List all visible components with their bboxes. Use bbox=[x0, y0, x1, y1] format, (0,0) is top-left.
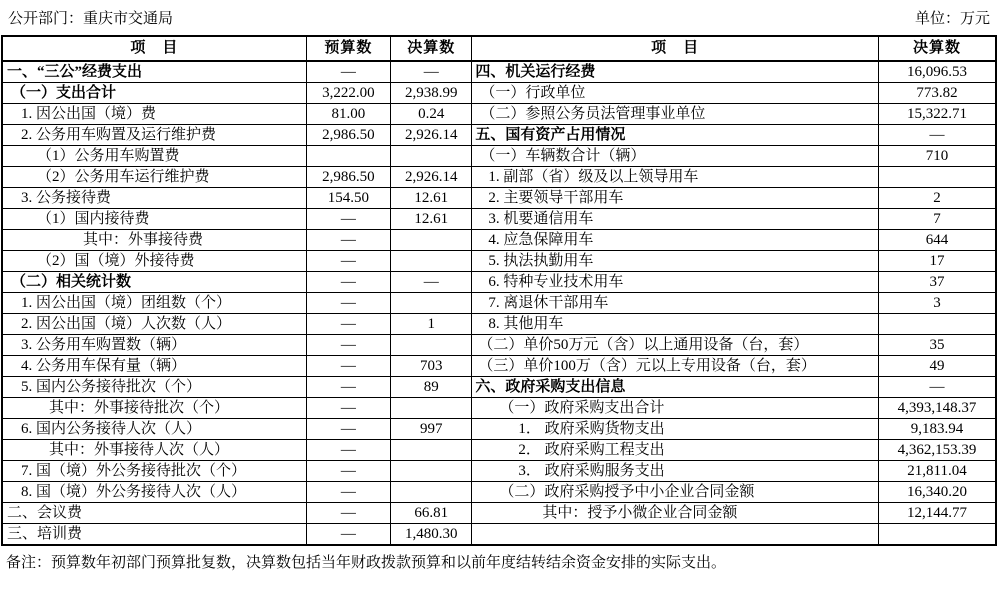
right-item-label: （二）参照公务员法管理事业单位 bbox=[472, 104, 879, 125]
left-item-label: 5. 国内公务接待批次（个） bbox=[2, 377, 306, 398]
right-final-value bbox=[878, 167, 996, 188]
left-final-value bbox=[391, 230, 472, 251]
left-budget-value: — bbox=[306, 482, 390, 503]
right-item-label: 其中：授予小微企业合同金额 bbox=[472, 503, 879, 524]
table-row bbox=[2, 440, 996, 461]
left-budget-value: 2,986.50 bbox=[306, 167, 390, 188]
right-final-value: 3 bbox=[878, 293, 996, 314]
left-budget-value: 2,986.50 bbox=[306, 125, 390, 146]
left-item-label: 2. 公务用车购置及运行维护费 bbox=[2, 125, 306, 146]
right-item-label: 四、机关运行经费 bbox=[472, 61, 879, 83]
left-final-value: 0.24 bbox=[391, 104, 472, 125]
table-row bbox=[2, 503, 996, 524]
right-final-value bbox=[878, 524, 996, 546]
left-item-label: 4. 公务用车保有量（辆） bbox=[2, 356, 306, 377]
right-item-label: （二）政府采购授予中小企业合同金额 bbox=[472, 482, 879, 503]
left-final-value: 66.81 bbox=[391, 503, 472, 524]
left-final-value: 2,926.14 bbox=[391, 167, 472, 188]
right-final-value: 35 bbox=[878, 335, 996, 356]
right-item-label: 3. 机要通信用车 bbox=[472, 209, 879, 230]
left-final-value: 703 bbox=[391, 356, 472, 377]
table-row bbox=[2, 146, 996, 167]
right-final-value: 710 bbox=[878, 146, 996, 167]
table-row bbox=[2, 83, 996, 104]
left-item-label: 1. 因公出国（境）团组数（个） bbox=[2, 293, 306, 314]
left-budget-value: — bbox=[306, 524, 390, 546]
right-item-label: 6. 特种专业技术用车 bbox=[472, 272, 879, 293]
right-final-value: 773.82 bbox=[878, 83, 996, 104]
right-final-value: — bbox=[878, 125, 996, 146]
right-item-label: （一）车辆数合计（辆） bbox=[472, 146, 879, 167]
table-row bbox=[2, 377, 996, 398]
header-final-left: 决算数 bbox=[391, 36, 472, 61]
footnote: 备注：预算数年初部门预算批复数，决算数包括当年财政拨款预算和以前年度结转结余资金安排的实际支出。 bbox=[6, 555, 727, 571]
table-row bbox=[2, 209, 996, 230]
left-final-value: 1 bbox=[391, 314, 472, 335]
header-budget: 预算数 bbox=[306, 36, 390, 61]
department-label: 公开部门：重庆市交通局 bbox=[8, 11, 174, 27]
table-row bbox=[2, 251, 996, 272]
left-budget-value: — bbox=[306, 251, 390, 272]
header-item-right: 项 目 bbox=[472, 36, 879, 61]
left-final-value: 2,938.99 bbox=[391, 83, 472, 104]
left-item-label: 6. 国内公务接待人次（人） bbox=[2, 419, 306, 440]
right-item-label: （一）行政单位 bbox=[472, 83, 879, 104]
left-final-value bbox=[391, 251, 472, 272]
left-budget-value: — bbox=[306, 335, 390, 356]
table-row bbox=[2, 356, 996, 377]
left-item-label: 其中：外事接待人次（人） bbox=[2, 440, 306, 461]
left-item-label: （1）国内接待费 bbox=[2, 209, 306, 230]
left-final-value: 1,480.30 bbox=[391, 524, 472, 546]
left-budget-value: — bbox=[306, 272, 390, 293]
left-budget-value: — bbox=[306, 61, 390, 83]
left-final-value bbox=[391, 461, 472, 482]
left-final-value bbox=[391, 293, 472, 314]
left-budget-value bbox=[306, 146, 390, 167]
left-budget-value: — bbox=[306, 398, 390, 419]
right-final-value: 16,340.20 bbox=[878, 482, 996, 503]
right-final-value: 7 bbox=[878, 209, 996, 230]
left-item-label: （1）公务用车购置费 bbox=[2, 146, 306, 167]
table-row bbox=[2, 230, 996, 251]
left-item-label: 1. 因公出国（境）费 bbox=[2, 104, 306, 125]
left-item-label: 其中：外事接待批次（个） bbox=[2, 398, 306, 419]
table-row bbox=[2, 398, 996, 419]
table-row bbox=[2, 167, 996, 188]
right-final-value: 49 bbox=[878, 356, 996, 377]
left-final-value: 2,926.14 bbox=[391, 125, 472, 146]
right-item-label: （一）政府采购支出合计 bbox=[472, 398, 879, 419]
left-budget-value: — bbox=[306, 356, 390, 377]
right-item-label: 7. 离退休干部用车 bbox=[472, 293, 879, 314]
table-row bbox=[2, 482, 996, 503]
left-item-label: （二）相关统计数 bbox=[2, 272, 306, 293]
right-final-value: 16,096.53 bbox=[878, 61, 996, 83]
right-final-value: 9,183.94 bbox=[878, 419, 996, 440]
right-final-value: 37 bbox=[878, 272, 996, 293]
right-final-value: 644 bbox=[878, 230, 996, 251]
right-item-label: 2． 政府采购工程支出 bbox=[472, 440, 879, 461]
table-row bbox=[2, 272, 996, 293]
left-budget-value: 3,222.00 bbox=[306, 83, 390, 104]
left-item-label: 7. 国（境）外公务接待批次（个） bbox=[2, 461, 306, 482]
table-row bbox=[2, 188, 996, 209]
left-item-label: 三、培训费 bbox=[2, 524, 306, 546]
table-row bbox=[2, 314, 996, 335]
right-item-label: 六、政府采购支出信息 bbox=[472, 377, 879, 398]
left-final-value: 997 bbox=[391, 419, 472, 440]
left-budget-value: — bbox=[306, 419, 390, 440]
table-row bbox=[2, 419, 996, 440]
left-final-value: 12.61 bbox=[391, 209, 472, 230]
table-row bbox=[2, 461, 996, 482]
left-item-label: （2）国（境）外接待费 bbox=[2, 251, 306, 272]
left-final-value bbox=[391, 482, 472, 503]
left-budget-value: — bbox=[306, 440, 390, 461]
left-budget-value: — bbox=[306, 209, 390, 230]
left-item-label: 二、会议费 bbox=[2, 503, 306, 524]
right-item-label: （二）单价50万元（含）以上通用设备（台，套） bbox=[472, 335, 879, 356]
right-final-value: 4,362,153.39 bbox=[878, 440, 996, 461]
table-row bbox=[2, 125, 996, 146]
left-final-value bbox=[391, 398, 472, 419]
table-row bbox=[2, 524, 996, 546]
right-item-label: 1. 副部（省）级及以上领导用车 bbox=[472, 167, 879, 188]
table-row bbox=[2, 293, 996, 314]
left-budget-value: — bbox=[306, 461, 390, 482]
right-final-value: 17 bbox=[878, 251, 996, 272]
table-row bbox=[2, 61, 996, 83]
right-item-label: 3． 政府采购服务支出 bbox=[472, 461, 879, 482]
left-budget-value: — bbox=[306, 293, 390, 314]
left-budget-value: — bbox=[306, 377, 390, 398]
header-final-right: 决算数 bbox=[878, 36, 996, 61]
left-budget-value: — bbox=[306, 314, 390, 335]
right-final-value bbox=[878, 314, 996, 335]
right-item-label: 2. 主要领导干部用车 bbox=[472, 188, 879, 209]
left-final-value bbox=[391, 440, 472, 461]
left-item-label: 8. 国（境）外公务接待人次（人） bbox=[2, 482, 306, 503]
right-item-label: （三）单价100万（含）元以上专用设备（台，套） bbox=[472, 356, 879, 377]
right-final-value: 21,811.04 bbox=[878, 461, 996, 482]
left-budget-value: 81.00 bbox=[306, 104, 390, 125]
header-row bbox=[2, 36, 996, 61]
left-final-value: 12.61 bbox=[391, 188, 472, 209]
right-item-label: 5. 执法执勤用车 bbox=[472, 251, 879, 272]
right-final-value: 15,322.71 bbox=[878, 104, 996, 125]
left-final-value bbox=[391, 335, 472, 356]
right-item-label bbox=[472, 524, 879, 546]
right-final-value: 4,393,148.37 bbox=[878, 398, 996, 419]
left-final-value: — bbox=[391, 61, 472, 83]
budget-table bbox=[1, 35, 997, 546]
table-row bbox=[2, 104, 996, 125]
left-budget-value: — bbox=[306, 503, 390, 524]
left-item-label: 2. 因公出国（境）人次数（人） bbox=[2, 314, 306, 335]
left-item-label: 3. 公务接待费 bbox=[2, 188, 306, 209]
left-budget-value: 154.50 bbox=[306, 188, 390, 209]
header-item-left: 项 目 bbox=[2, 36, 306, 61]
left-item-label: （2）公务用车运行维护费 bbox=[2, 167, 306, 188]
left-item-label: 一、“三公”经费支出 bbox=[2, 61, 306, 83]
right-final-value: 2 bbox=[878, 188, 996, 209]
right-item-label: 1． 政府采购货物支出 bbox=[472, 419, 879, 440]
right-final-value: — bbox=[878, 377, 996, 398]
left-item-label: （一）支出合计 bbox=[2, 83, 306, 104]
left-final-value: 89 bbox=[391, 377, 472, 398]
left-final-value: — bbox=[391, 272, 472, 293]
right-item-label: 五、国有资产占用情况 bbox=[472, 125, 879, 146]
left-budget-value: — bbox=[306, 230, 390, 251]
left-item-label: 其中：外事接待费 bbox=[2, 230, 306, 251]
left-final-value bbox=[391, 146, 472, 167]
unit-label: 单位：万元 bbox=[914, 11, 990, 27]
right-final-value: 12,144.77 bbox=[878, 503, 996, 524]
right-item-label: 8. 其他用车 bbox=[472, 314, 879, 335]
left-item-label: 3. 公务用车购置数（辆） bbox=[2, 335, 306, 356]
table-row bbox=[2, 335, 996, 356]
title-bar bbox=[0, 0, 998, 35]
right-item-label: 4. 应急保障用车 bbox=[472, 230, 879, 251]
